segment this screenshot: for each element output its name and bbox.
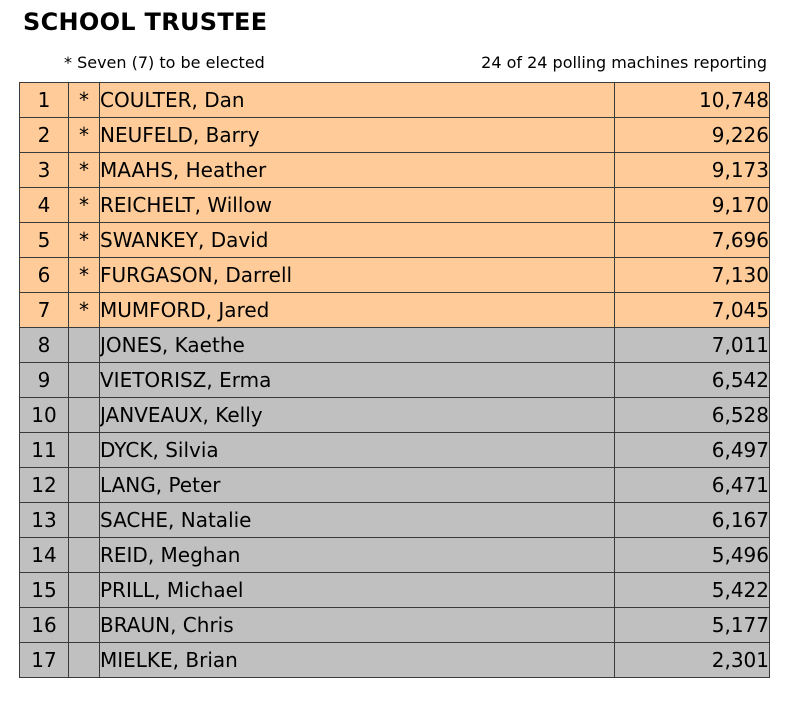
elected-marker <box>69 433 100 468</box>
elected-marker: * <box>69 293 100 328</box>
vote-count: 6,471 <box>615 468 770 503</box>
vote-count: 5,177 <box>615 608 770 643</box>
vote-count: 6,167 <box>615 503 770 538</box>
elected-marker: * <box>69 118 100 153</box>
elected-marker <box>69 643 100 678</box>
table-row <box>20 538 770 573</box>
vote-count: 7,696 <box>615 223 770 258</box>
candidate-rank: 9 <box>20 363 69 398</box>
candidate-rank: 11 <box>20 433 69 468</box>
candidate-name: COULTER, Dan <box>100 83 615 118</box>
table-row <box>20 398 770 433</box>
elected-marker: * <box>69 153 100 188</box>
table-row <box>20 468 770 503</box>
reporting-status: 24 of 24 polling machines reporting <box>481 53 767 72</box>
candidate-rank: 16 <box>20 608 69 643</box>
candidate-name: VIETORISZ, Erma <box>100 363 615 398</box>
candidate-name: BRAUN, Chris <box>100 608 615 643</box>
elected-marker: * <box>69 83 100 118</box>
candidate-rank: 4 <box>20 188 69 223</box>
table-row <box>20 118 770 153</box>
elected-marker: * <box>69 188 100 223</box>
vote-count: 7,011 <box>615 328 770 363</box>
results-table <box>19 82 770 678</box>
vote-count: 6,542 <box>615 363 770 398</box>
vote-count: 9,226 <box>615 118 770 153</box>
candidate-name: REID, Meghan <box>100 538 615 573</box>
table-row <box>20 188 770 223</box>
table-row <box>20 153 770 188</box>
candidate-rank: 1 <box>20 83 69 118</box>
candidate-name: LANG, Peter <box>100 468 615 503</box>
candidate-name: SACHE, Natalie <box>100 503 615 538</box>
elected-marker <box>69 328 100 363</box>
elected-marker <box>69 538 100 573</box>
candidate-name: JANVEAUX, Kelly <box>100 398 615 433</box>
candidate-rank: 13 <box>20 503 69 538</box>
vote-count: 7,045 <box>615 293 770 328</box>
elected-marker <box>69 363 100 398</box>
candidate-rank: 10 <box>20 398 69 433</box>
candidate-rank: 5 <box>20 223 69 258</box>
candidate-name: DYCK, Silvia <box>100 433 615 468</box>
vote-count: 7,130 <box>615 258 770 293</box>
table-row <box>20 503 770 538</box>
table-row <box>20 573 770 608</box>
elected-marker <box>69 398 100 433</box>
table-row <box>20 83 770 118</box>
candidate-name: NEUFELD, Barry <box>100 118 615 153</box>
candidate-name: SWANKEY, David <box>100 223 615 258</box>
candidate-name: FURGASON, Darrell <box>100 258 615 293</box>
table-row <box>20 258 770 293</box>
candidate-rank: 6 <box>20 258 69 293</box>
table-row <box>20 363 770 398</box>
vote-count: 6,497 <box>615 433 770 468</box>
vote-count: 9,173 <box>615 153 770 188</box>
candidate-rank: 3 <box>20 153 69 188</box>
table-row <box>20 223 770 258</box>
vote-count: 5,422 <box>615 573 770 608</box>
table-row <box>20 328 770 363</box>
candidate-rank: 17 <box>20 643 69 678</box>
table-row <box>20 643 770 678</box>
table-row <box>20 433 770 468</box>
candidate-rank: 2 <box>20 118 69 153</box>
table-row <box>20 293 770 328</box>
vote-count: 9,170 <box>615 188 770 223</box>
elected-marker: * <box>69 258 100 293</box>
elected-marker: * <box>69 223 100 258</box>
page-title: SCHOOL TRUSTEE <box>23 8 268 36</box>
elected-marker <box>69 573 100 608</box>
candidate-name: REICHELT, Willow <box>100 188 615 223</box>
candidate-rank: 12 <box>20 468 69 503</box>
elected-marker <box>69 503 100 538</box>
seats-note: * Seven (7) to be elected <box>64 53 265 72</box>
candidate-name: MUMFORD, Jared <box>100 293 615 328</box>
candidate-rank: 8 <box>20 328 69 363</box>
candidate-rank: 14 <box>20 538 69 573</box>
results-table-body <box>20 83 770 678</box>
vote-count: 6,528 <box>615 398 770 433</box>
elected-marker <box>69 608 100 643</box>
candidate-rank: 15 <box>20 573 69 608</box>
vote-count: 5,496 <box>615 538 770 573</box>
candidate-name: JONES, Kaethe <box>100 328 615 363</box>
candidate-name: MAAHS, Heather <box>100 153 615 188</box>
vote-count: 2,301 <box>615 643 770 678</box>
vote-count: 10,748 <box>615 83 770 118</box>
candidate-name: MIELKE, Brian <box>100 643 615 678</box>
candidate-name: PRILL, Michael <box>100 573 615 608</box>
elected-marker <box>69 468 100 503</box>
table-row <box>20 608 770 643</box>
candidate-rank: 7 <box>20 293 69 328</box>
